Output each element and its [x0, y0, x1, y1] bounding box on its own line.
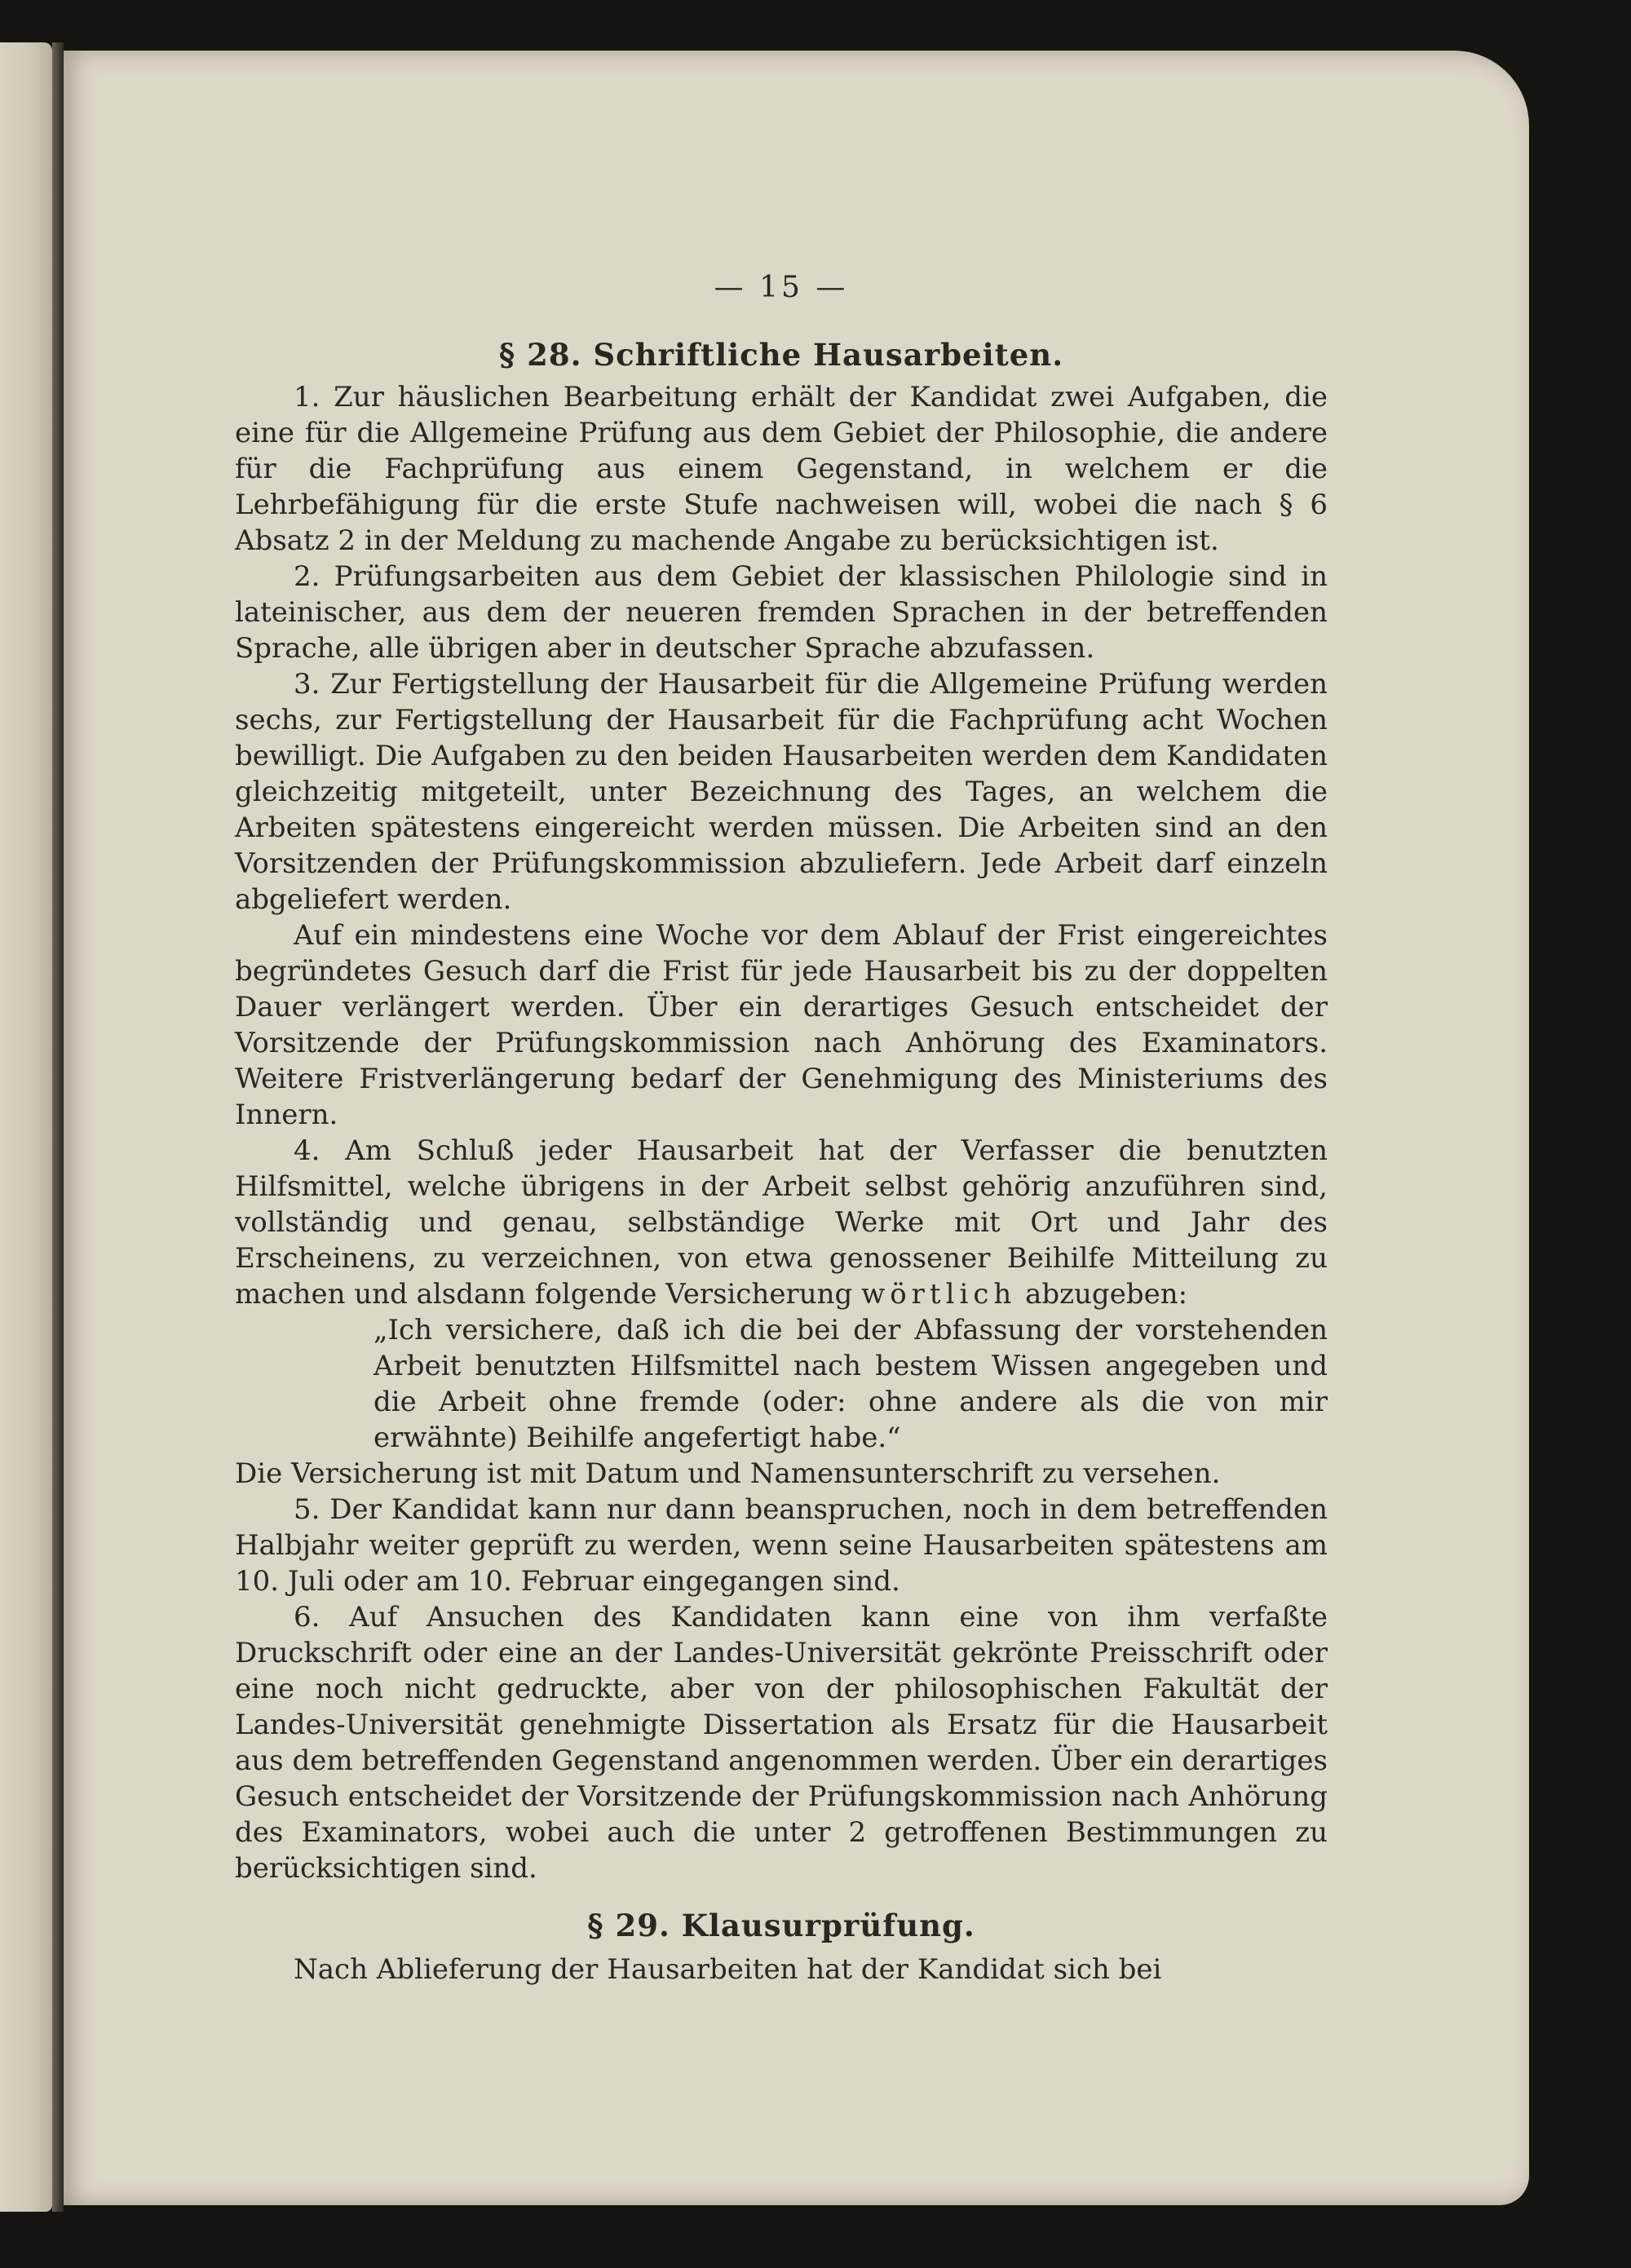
paragraph-28-6: 6. Auf Ansuchen des Kandidaten kann eine von ihm verfaßte Druckschrift oder eine an der Landes-Universität gekrönte Preisschrift oder eine noch nicht gedruckte, aber von der philosophischen Fakultät der Landes-Universität genehmigte Dissertation als Ersatz für die Hausarbeit aus dem betreffenden Gegenstand angenommen werden. Über ein derartiges Gesuch entscheidet der Vorsitzende der Prüfungskommission nach Anhörung des Examinators, wobei auch die unter 2 getroffenen Bestimmungen zu berücksichtigen sind. [235, 1601, 1328, 1885]
section-heading-28: § 28. Schriftliche Hausarbeiten. [498, 337, 1064, 373]
paragraph-28-3b: Auf ein mindestens eine Woche vor dem Ablauf der Frist eingereichtes begründetes Gesuch darf die Frist für jede Hausarbeit bis zu der doppelten Dauer verlängert werden. Über ein derartiges Gesuch entscheidet der Vorsitzende der Prüfungskommission nach Anhörung des Examinators. Weitere Fristverlängerung bedarf der Genehmigung des Ministeriums des Innern. [235, 919, 1328, 1131]
paragraph-28-2: 2. Prüfungsarbeiten aus dem Gebiet der klassischen Philologie sind in lateinischer, aus dem der neueren fremden Sprachen in der betreffenden Sprache, alle übrigen aber in deutscher Sprache abzufassen. [235, 560, 1328, 665]
paragraph-28-4-after-quote: Die Versicherung ist mit Datum und Namensunterschrift zu versehen. [235, 1457, 1221, 1490]
book-page [64, 51, 1529, 2205]
paragraph-28-4-end: abzugeben: [1016, 1278, 1188, 1311]
book-gutter [52, 42, 64, 2212]
page-text [235, 271, 1328, 1987]
paragraph-28-4-text: 4. Am Schluß jeder Hausarbeit hat der Verfasser die benutzten Hilfsmittel, welche übrigens in der Arbeit selbst gehörig anzuführen sind, vollständig und genau, selbständige Werke mit Ort und Jahr des Erscheinens, zu verzeichnen, von etwa genossener Beihilfe Mitteilung zu machen und alsdann folgende Versicherung [235, 1134, 1328, 1311]
page-number: — 15 — [714, 271, 849, 304]
paragraph-28-4 [235, 1133, 1328, 1312]
paragraph-28-1: 1. Zur häuslichen Bearbeitung erhält der Kandidat zwei Aufgaben, die eine für die Allgemeine Prüfung aus dem Gebiet der Philosophie, die andere für die Fachprüfung aus einem Gegenstand, in welchem er die Lehrbefähigung für die erste Stufe nachweisen will, wobei die nach § 6 Absatz 2 in der Meldung zu machende Angabe zu berücksichtigen ist. [235, 381, 1328, 557]
declaration-quote: „Ich versichere, daß ich die bei der Abfassung der vorstehenden Arbeit benutzten Hilfsmittel nach bestem Wissen angegeben und die Arbeit ohne fremde (oder: ohne andere als die von mir erwähnte) Beihilfe angefertigt habe.“ [373, 1314, 1328, 1454]
paragraph-28-3: 3. Zur Fertigstellung der Hausarbeit für die Allgemeine Prüfung werden sechs, zur Fertigstellung der Hausarbeit für die Fachprüfung acht Wochen bewilligt. Die Aufgaben zu den beiden Hausarbeiten werden dem Kandidaten gleichzeitig mitgeteilt, unter Bezeichnung des Tages, an welchem die Arbeiten spätestens eingereicht werden müssen. Die Arbeiten sind an den Vorsitzenden der Prüfungskommission abzuliefern. Jede Arbeit darf einzeln abgeliefert werden. [235, 668, 1328, 916]
facing-page-edge [0, 42, 52, 2212]
emphasized-word: wörtlich [861, 1278, 1017, 1311]
paragraph-29-1: Nach Ablieferung der Hausarbeiten hat der Kandidat sich bei [294, 1953, 1162, 1986]
paragraph-28-5: 5. Der Kandidat kann nur dann beanspruchen, noch in dem betreffenden Halbjahr weiter geprüft zu werden, wenn seine Hausarbeiten spätestens am 10. Juli oder am 10. Februar eingegangen sind. [235, 1493, 1328, 1598]
section-heading-29: § 29. Klausurprüfung. [587, 1908, 975, 1943]
